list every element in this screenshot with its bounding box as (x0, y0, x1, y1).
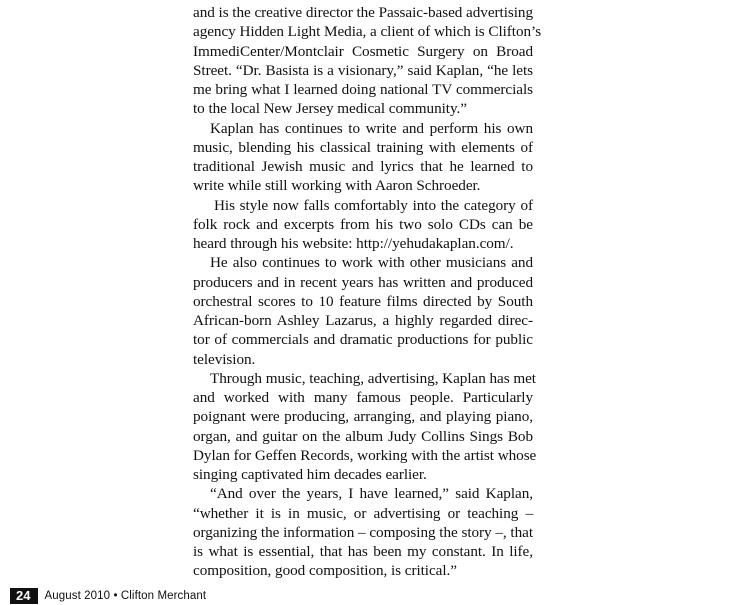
text-line: Kaplan has continues to write and perform his own (210, 119, 533, 137)
text-line: and is the creative director the Passaic-based advertising (193, 4, 533, 21)
text-line: and worked with many famous people. Particularly (193, 389, 533, 406)
paragraph-5 (193, 369, 537, 485)
text-line: folk rock and excerpts from his two solo CDs can be (193, 215, 533, 233)
paragraph-4 (193, 253, 533, 369)
page-footer (10, 588, 206, 604)
text-line: poignant were producing, arranging, and playing piano, (193, 408, 533, 426)
text-line: Dylan for Geffen Records, working with the artist whose (193, 446, 537, 464)
text-line: heard through his website: http://yehudakaplan.com/. (193, 235, 514, 252)
text-line: organizing the information – composing the story –, that (193, 523, 533, 541)
text-line: His style now falls comfortably into the category of (214, 196, 533, 214)
text-line: African-born Ashley Lazarus, a highly regarded direc- (193, 312, 533, 329)
issue-credit: August 2010 • Clifton Merchant (44, 590, 207, 602)
text-line: traditional Jewish music and lyrics that he learned to (193, 158, 533, 175)
page-number: 24 (10, 588, 38, 604)
paragraph-6 (193, 484, 533, 580)
paragraph-3 (193, 196, 533, 254)
text-line: singing captivated him decades earlier. (193, 466, 427, 483)
text-line: Street. “Dr. Basista is a visionary,” said Kaplan, “he lets (193, 61, 533, 79)
text-line: producers and in recent years has written and produced (193, 273, 533, 291)
text-line: tor of commercials and dramatic productions for public (193, 331, 533, 349)
text-line: me bring what I learned doing national TV commercials (193, 81, 533, 98)
text-line: write while still working with Aaron Schroeder. (193, 177, 481, 195)
text-line: ImmediCenter/Montclair Cosmetic Surgery on Broad (193, 42, 533, 60)
text-line: organ, and guitar on the album Judy Collins Sings Bob (193, 427, 533, 445)
text-line: agency Hidden Light Media, a client of which is Clifton’s (193, 23, 542, 41)
text-line: composition, good composition, is critical.” (193, 562, 457, 580)
text-line: “whether it is in music, or advertising or teaching – (193, 504, 533, 522)
text-line: music, blending his classical training with elements of (193, 138, 533, 156)
article-body (193, 3, 542, 581)
text-line: to the local New Jersey medical community.” (193, 100, 467, 118)
text-line: Through music, teaching, advertising, Kaplan has met (210, 369, 536, 387)
paragraph-2 (193, 119, 533, 196)
text-line: television. (193, 350, 256, 368)
text-line: is what is essential, that has been my constant. In life, (193, 543, 533, 560)
text-line: orchestral scores to 10 feature films directed by South (193, 292, 533, 310)
text-line: “And over the years, I have learned,” said Kaplan, (210, 485, 533, 503)
text-line: He also continues to work with other musicians and (210, 254, 533, 272)
paragraph-1 (193, 3, 542, 119)
